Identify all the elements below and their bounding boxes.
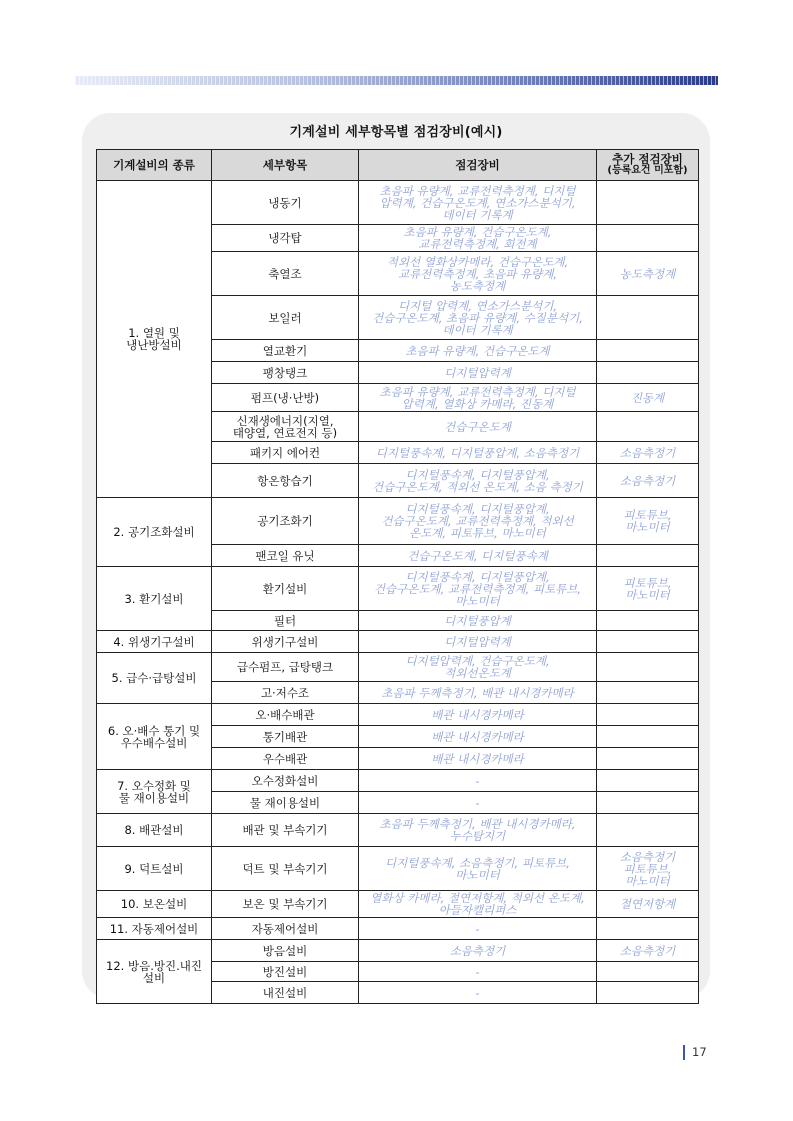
inspection-equipment-cell: 소음측정기 [359,940,597,962]
table-row [97,498,699,545]
detail-item-cell: 오수정화설비 [212,770,359,792]
additional-equipment-cell: 피토튜브, 마노미터 [597,498,699,545]
table-row [97,940,699,962]
column-header-additional [597,150,699,181]
inspection-equipment-cell: - [359,982,597,1004]
inspection-equipment-cell: 디지털풍속계, 소음측정기, 피토튜브, 마노미터 [359,847,597,891]
inspection-equipment-cell: 적외선 열화상카메라, 건습구온도계, 교류전력측정계, 초음파 유량계, 농도측정계 [359,252,597,296]
additional-equipment-cell: 소음측정기 [597,940,699,962]
inspection-equipment-cell: 디지털풍속계, 디지털풍압계, 건습구온도계, 교류전력측정계, 피토튜브, 마노미터 [359,567,597,611]
additional-equipment-cell [597,682,699,704]
additional-equipment-cell: 피토튜브, 마노미터 [597,567,699,611]
table-row [97,847,699,891]
additional-equipment-cell: 진동계 [597,384,699,412]
detail-item-cell: 신재생에너지(지열, 태양열, 연료전지 등) [212,412,359,442]
detail-item-cell: 덕트 및 부속기기 [212,847,359,891]
inspection-equipment-cell: 디지털풍속계, 디지털풍압계, 소음측정기 [359,442,597,464]
detail-item-cell: 펌프(냉·난방) [212,384,359,412]
equipment-type-cell: 2. 공기조화설비 [97,498,212,567]
additional-equipment-cell [597,362,699,384]
table-row [97,918,699,940]
inspection-equipment-cell: - [359,792,597,814]
inspection-equipment-cell: 디지털풍속계, 디지털풍압계, 건습구온도계, 교류전력측정계, 적외선 온도계, 피토튜브, 마노미터 [359,498,597,545]
additional-equipment-cell [597,611,699,631]
equipment-type-cell: 5. 급수·급탕설비 [97,653,212,704]
detail-item-cell: 팽창탱크 [212,362,359,384]
table-row [97,891,699,918]
additional-equipment-cell: 소음측정기 [597,464,699,498]
additional-equipment-cell [597,704,699,726]
additional-equipment-cell [597,770,699,792]
additional-equipment-cell [597,412,699,442]
additional-equipment-cell: 소음측정기 피토튜브, 마노미터 [597,847,699,891]
inspection-equipment-cell: 배관 내시경카메라 [359,748,597,770]
equipment-type-cell: 4. 위생기구설비 [97,631,212,653]
inspection-equipment-cell: - [359,918,597,940]
inspection-equipment-cell: 디지털풍압계 [359,611,597,631]
inspection-equipment-cell: 건습구온도계 [359,412,597,442]
additional-equipment-cell: 농도측정계 [597,252,699,296]
additional-equipment-cell [597,653,699,682]
inspection-equipment-cell: 디지털압력계, 건습구온도계, 적외선온도계 [359,653,597,682]
inspection-equipment-cell: 디지털 압력계, 연소가스분석기, 건습구온도계, 초음파 유량계, 수질분석기, 데이터 기록계 [359,296,597,340]
equipment-type-cell: 12. 방음.방진.내진 설비 [97,940,212,1004]
inspection-equipment-cell: 초음파 유량계, 건습구온도계, 교류전력측정계, 회전계 [359,225,597,252]
table-row [97,181,699,225]
additional-equipment-cell [597,962,699,982]
equipment-type-cell: 9. 덕트설비 [97,847,212,891]
table-row [97,631,699,653]
detail-item-cell: 배관 및 부속기기 [212,814,359,847]
page-number: 17 [692,1045,707,1059]
detail-item-cell: 자동제어설비 [212,918,359,940]
detail-item-cell: 팬코일 유닛 [212,545,359,567]
additional-equipment-cell: 절연저항계 [597,891,699,918]
detail-item-cell: 환기설비 [212,567,359,611]
table-header-row [97,150,699,181]
header-decoration-bar [75,76,718,85]
equipment-type-cell: 6. 오·배수 통기 및 우수배수설비 [97,704,212,770]
equipment-type-cell: 1. 열원 및 냉난방설비 [97,181,212,498]
table-body [97,181,699,1004]
column-header-additional-title: 추가 점검장비 [612,152,683,166]
detail-item-cell: 냉동기 [212,181,359,225]
page-number-marker [683,1045,685,1060]
detail-item-cell: 위생기구설비 [212,631,359,653]
inspection-equipment-cell: 건습구온도계, 디지털풍속계 [359,545,597,567]
detail-item-cell: 오·배수배관 [212,704,359,726]
inspection-equipment-cell: 배관 내시경카메라 [359,726,597,748]
table-row [97,704,699,726]
additional-equipment-cell [597,982,699,1004]
additional-equipment-cell [597,225,699,252]
equipment-type-cell: 11. 자동제어설비 [97,918,212,940]
detail-item-cell: 항온항습기 [212,464,359,498]
table-row [97,770,699,792]
detail-item-cell: 통기배관 [212,726,359,748]
inspection-equipment-cell: 초음파 두께측정기, 배관 내시경카메라 [359,682,597,704]
additional-equipment-cell [597,181,699,225]
inspection-equipment-cell: - [359,962,597,982]
detail-item-cell: 패키지 에어컨 [212,442,359,464]
detail-item-cell: 필터 [212,611,359,631]
equipment-type-cell: 10. 보온설비 [97,891,212,918]
detail-item-cell: 보온 및 부속기기 [212,891,359,918]
column-header-equipment: 점검장비 [359,150,597,181]
inspection-equipment-cell: 초음파 유량계, 교류전력측정계, 디지털 압력계, 열화상 카메라, 진동계 [359,384,597,412]
detail-item-cell: 방진설비 [212,962,359,982]
detail-item-cell: 고·저수조 [212,682,359,704]
detail-item-cell: 물 재이용설비 [212,792,359,814]
detail-item-cell: 축열조 [212,252,359,296]
equipment-type-cell: 3. 환기설비 [97,567,212,631]
inspection-equipment-cell: 디지털압력계 [359,631,597,653]
additional-equipment-cell [597,726,699,748]
additional-equipment-cell: 소음측정기 [597,442,699,464]
inspection-equipment-cell: 열화상 카메라, 절연저항계, 적외선 온도계, 아들자캘리퍼스 [359,891,597,918]
inspection-equipment-cell: 디지털풍속계, 디지털풍압계, 건습구온도계, 적외선 온도계, 소음 측정기 [359,464,597,498]
additional-equipment-cell [597,340,699,362]
table-row [97,814,699,847]
inspection-equipment-cell: - [359,770,597,792]
inspection-equipment-cell: 초음파 유량계, 건습구온도계 [359,340,597,362]
column-header-type: 기계설비의 종류 [97,150,212,181]
additional-equipment-cell [597,296,699,340]
inspection-equipment-table [96,149,699,1004]
detail-item-cell: 내진설비 [212,982,359,1004]
detail-item-cell: 보일러 [212,296,359,340]
inspection-equipment-cell: 초음파 두께측정기, 배관 내시경카메라, 누수탐지기 [359,814,597,847]
additional-equipment-cell [597,631,699,653]
detail-item-cell: 냉각탑 [212,225,359,252]
detail-item-cell: 공기조화기 [212,498,359,545]
column-header-additional-note: (등록요건 미포함) [607,165,688,176]
equipment-type-cell: 7. 오수정화 및 물 재이용설비 [97,770,212,814]
page-title: 기계설비 세부항목별 점검장비(예시) [289,125,503,140]
table-row [97,653,699,682]
detail-item-cell: 급수펌프, 급탕탱크 [212,653,359,682]
additional-equipment-cell [597,918,699,940]
detail-item-cell: 열교환기 [212,340,359,362]
additional-equipment-cell [597,748,699,770]
additional-equipment-cell [597,814,699,847]
detail-item-cell: 우수배관 [212,748,359,770]
table-row [97,567,699,611]
column-header-item: 세부항목 [212,150,359,181]
additional-equipment-cell [597,792,699,814]
inspection-equipment-cell: 배관 내시경카메라 [359,704,597,726]
equipment-type-cell: 8. 배관설비 [97,814,212,847]
additional-equipment-cell [597,545,699,567]
inspection-equipment-cell: 디지털압력계 [359,362,597,384]
detail-item-cell: 방음설비 [212,940,359,962]
inspection-equipment-cell: 초음파 유량계, 교류전력측정계, 디지털 압력계, 건습구온도계, 연소가스분석기, 데이터 기록계 [359,181,597,225]
